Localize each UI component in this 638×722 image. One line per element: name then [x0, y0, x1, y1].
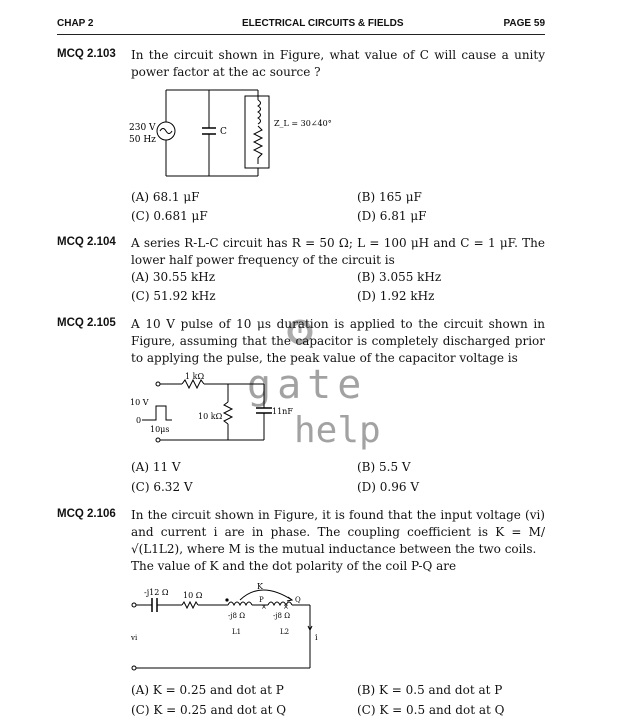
chapter-label: CHAP 2 [57, 18, 94, 29]
option-b[interactable]: (B) 165 μF [357, 190, 422, 204]
question-number: MCQ 2.104 [57, 236, 116, 248]
figure-2-106 [128, 580, 328, 672]
point-p-label: P [259, 596, 264, 604]
figure-2-105 [128, 370, 318, 450]
question-text-part1: In the circuit shown in Figure, it is found that the input voltage (vi) and current i are in phase. The coupling coefficient is K = M/√(L1L2), where M is the mutual inductance between the two coils. [131, 508, 545, 556]
source-freq-label: 50 Hz [129, 135, 156, 145]
capacitor-label: C [220, 127, 227, 137]
figure-2-103 [128, 84, 332, 184]
header-rule [57, 34, 545, 35]
resistor-label: 10 Ω [183, 591, 203, 600]
resistor1-label: 1 kΩ [185, 372, 205, 381]
coupling-label: K [257, 582, 263, 591]
question-text: A series R-L-C circuit has R = 50 Ω; L = 100 μH and C = 1 μF. The lower half power frequency of the circuit is [131, 236, 545, 267]
input-voltage-label: vi [131, 634, 138, 642]
coil2-reactance-label: -j8 Ω [273, 612, 291, 620]
question-number: MCQ 2.106 [57, 508, 116, 520]
capacitor-label: -j12 Ω [144, 588, 169, 597]
page-number: PAGE 59 [503, 18, 545, 29]
option-d[interactable]: (D) 0.96 V [357, 480, 419, 494]
option-c[interactable]: (C) K = 0.25 and dot at Q [131, 703, 287, 717]
option-a[interactable]: (A) 11 V [131, 460, 181, 474]
source-voltage-label: 230 V [129, 123, 156, 133]
question-text [131, 507, 545, 575]
option-a[interactable]: (A) K = 0.25 and dot at P [131, 683, 284, 697]
svg-text:×: × [261, 603, 267, 611]
option-c[interactable]: (C) 51.92 kHz [131, 289, 216, 303]
page-header [57, 18, 545, 32]
watermark-line1: gate [247, 362, 368, 408]
option-c[interactable]: (C) 6.32 V [131, 480, 193, 494]
svg-text:×: × [283, 603, 289, 611]
watermark-line2: help [294, 410, 381, 451]
option-b[interactable]: (B) K = 0.5 and dot at P [357, 683, 503, 697]
pulse-voltage-label: 10 V [130, 398, 149, 407]
point-q-label: Q [295, 596, 301, 604]
option-d[interactable]: (C) K = 0.5 and dot at Q [357, 703, 505, 717]
option-b[interactable]: (B) 5.5 V [357, 460, 411, 474]
option-c[interactable]: (C) 0.681 μF [131, 209, 208, 223]
inductor2-label: L2 [280, 628, 290, 636]
chapter-title: ELECTRICAL CIRCUITS & FIELDS [242, 18, 404, 29]
pulse-zero-label: 0 [136, 416, 142, 425]
question-text-part2: The value of K and the dot polarity of the coil P-Q are [131, 559, 457, 573]
load-impedance-label: Z_L = 30∠40° [274, 119, 332, 128]
question-number: MCQ 2.103 [57, 48, 116, 60]
question-number: MCQ 2.105 [57, 317, 116, 329]
capacitor-label: 11nF [272, 407, 293, 416]
resistor2-label: 10 kΩ [198, 412, 223, 421]
inductor1-label: L1 [232, 628, 242, 636]
option-d[interactable]: (D) 1.92 kHz [357, 289, 435, 303]
option-d[interactable]: (D) 6.81 μF [357, 209, 427, 223]
current-label: i [315, 633, 318, 642]
coil1-reactance-label: -j8 Ω [228, 612, 246, 620]
option-b[interactable]: (B) 3.055 kHz [357, 270, 442, 284]
pulse-width-label: 10μs [150, 425, 170, 434]
option-a[interactable]: (A) 30.55 kHz [131, 270, 216, 284]
question-text: In the circuit shown in Figure, what value of C will cause a unity power factor at the ac source ? [131, 48, 545, 79]
option-a[interactable]: (A) 68.1 μF [131, 190, 200, 204]
question-text: A 10 V pulse of 10 μs duration is applied to the circuit shown in Figure, assuming that the capacitor is completely discharged prior to applying the pulse, the peak value of the capacitor voltage is [131, 317, 545, 365]
